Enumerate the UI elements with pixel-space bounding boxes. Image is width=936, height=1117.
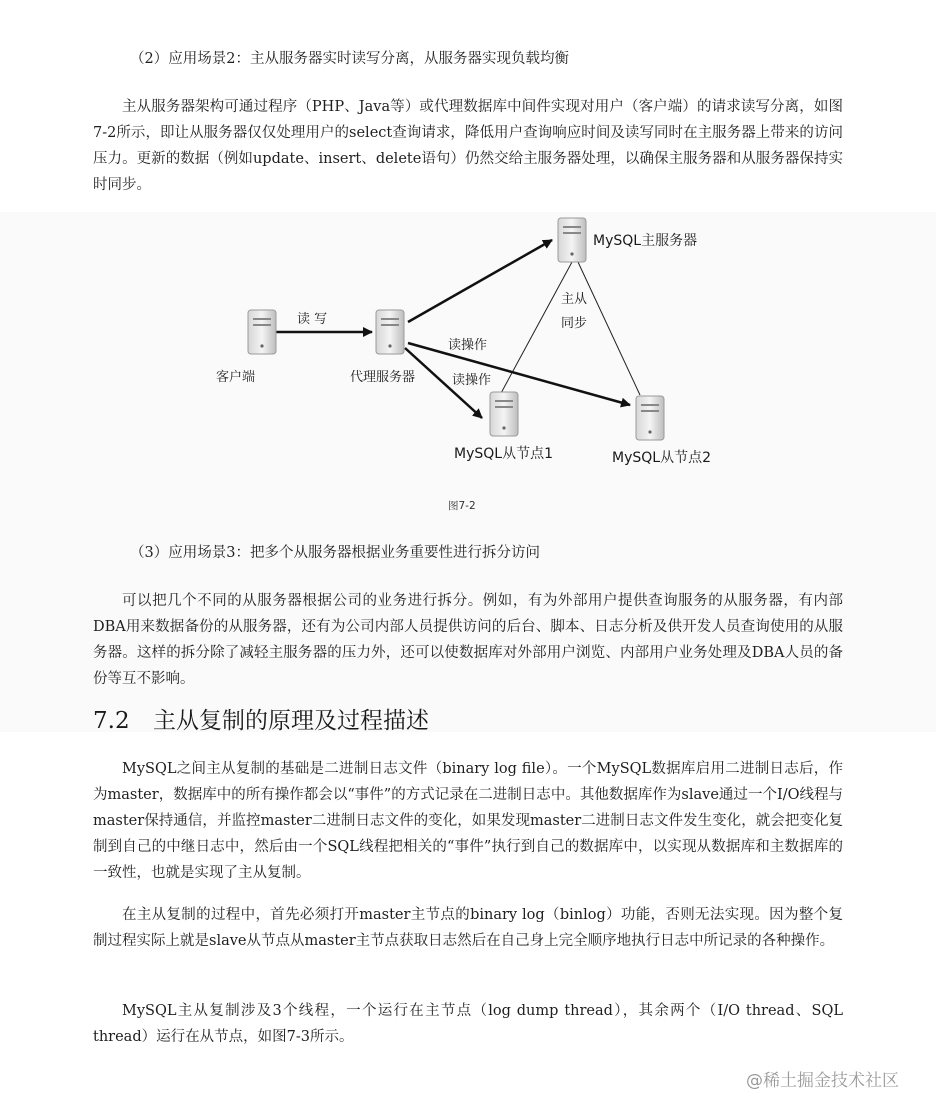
paragraph-split-access — [93, 588, 843, 692]
server-icon-client — [248, 310, 276, 354]
server-icon-proxy — [376, 310, 404, 354]
paragraph-process — [93, 902, 843, 954]
paragraph-text: 主从服务器架构可通过程序（PHP、Java等）或代理数据库中间件实现对用户（客户端）的请求读写分离，如图7-2所示，即让从服务器仅仅处理用户的select查询请求，降低用户查询响应时间及读写同时在主服务器上带来的访问压力。更新的数据（例如update、insert、delete语句）仍然交给主服务器处理，以确保主服务器和从服务器保持实时同步。 — [93, 99, 843, 193]
label-client: 客户端 — [216, 370, 256, 385]
section-title: 主从复制的原理及过程描述 — [153, 708, 429, 734]
paragraph-text: MySQL主从复制涉及3个线程，一个运行在主节点（log dump thread），其余两个（I/O thread、SQL thread）运行在从节点，如图7-3所示。 — [93, 1003, 843, 1045]
watermark-text: @稀土掘金技术社区 — [746, 1071, 899, 1091]
paragraph-binlog — [93, 756, 843, 886]
label-slave2: MySQL从节点2 — [612, 450, 711, 466]
figure-caption: 图7-2 — [448, 500, 476, 512]
paragraph-read-write-split — [93, 94, 843, 198]
label-read-op-upper: 读操作 — [448, 338, 488, 353]
figure-7-2-diagram — [0, 200, 936, 490]
label-sync-line1: 主从 — [561, 292, 588, 307]
label-sync-line2: 同步 — [561, 316, 588, 331]
paragraph-text: MySQL之间主从复制的基础是二进制日志文件（binary log file）。一个MySQL数据库启用二进制日志后，作为master，数据库中的所有操作都会以“事件”的方式记录在二进制日志中。其他数据库作为slave通过一个I/O线程与master保持通信，并监控master二进制日志文件的变化，如果发现master二进制日志文件发生变化，就会把变化复制到自己的中继日志中，然后由一个SQL线程把相关的“事件”执行到自己的数据库中，以实现从数据库和主数据库的一致性，也就是实现了主从复制。 — [93, 761, 843, 881]
server-icon-slave1 — [490, 392, 518, 436]
section-heading — [93, 702, 429, 740]
label-read-op-lower: 读操作 — [452, 373, 492, 388]
label-proxy: 代理服务器 — [350, 370, 416, 385]
scene3-heading: （3）应用场景3：把多个从服务器根据业务重要性进行拆分访问 — [130, 545, 540, 561]
section-number: 7.2 — [93, 708, 130, 734]
paragraph-text: 可以把几个不同的从服务器根据公司的业务进行拆分。例如，有为外部用户提供查询服务的从服务器，有内部DBA用来数据备份的从服务器，还有为公司内部人员提供访问的后台、脚本、日志分析及供开发人员查询使用的从服务器。这样的拆分除了减轻主服务器的压力外，还可以使数据库对外部用户浏览、内部用户业务处理及DBA人员的备份等互不影响。 — [93, 593, 843, 687]
label-master: MySQL主服务器 — [593, 233, 698, 249]
scene2-heading: （2）应用场景2：主从服务器实时读写分离，从服务器实现负载均衡 — [130, 51, 569, 67]
server-icon-master — [558, 218, 586, 262]
arrow-proxy-to-master — [408, 240, 552, 322]
arrow-proxy-to-slave2 — [408, 343, 630, 405]
server-icon-slave2 — [636, 396, 664, 440]
paragraph-threads — [93, 998, 843, 1050]
sync-line-slave2 — [578, 262, 640, 395]
label-read-write: 读 写 — [297, 312, 328, 327]
paragraph-text: 在主从复制的过程中，首先必须打开master主节点的binary log（binlog）功能，否则无法实现。因为整个复制过程实际上就是slave从节点从master主节点获取日志然后在自己身上完全顺序地执行日志中所记录的各种操作。 — [93, 907, 843, 949]
label-slave1: MySQL从节点1 — [454, 446, 553, 462]
